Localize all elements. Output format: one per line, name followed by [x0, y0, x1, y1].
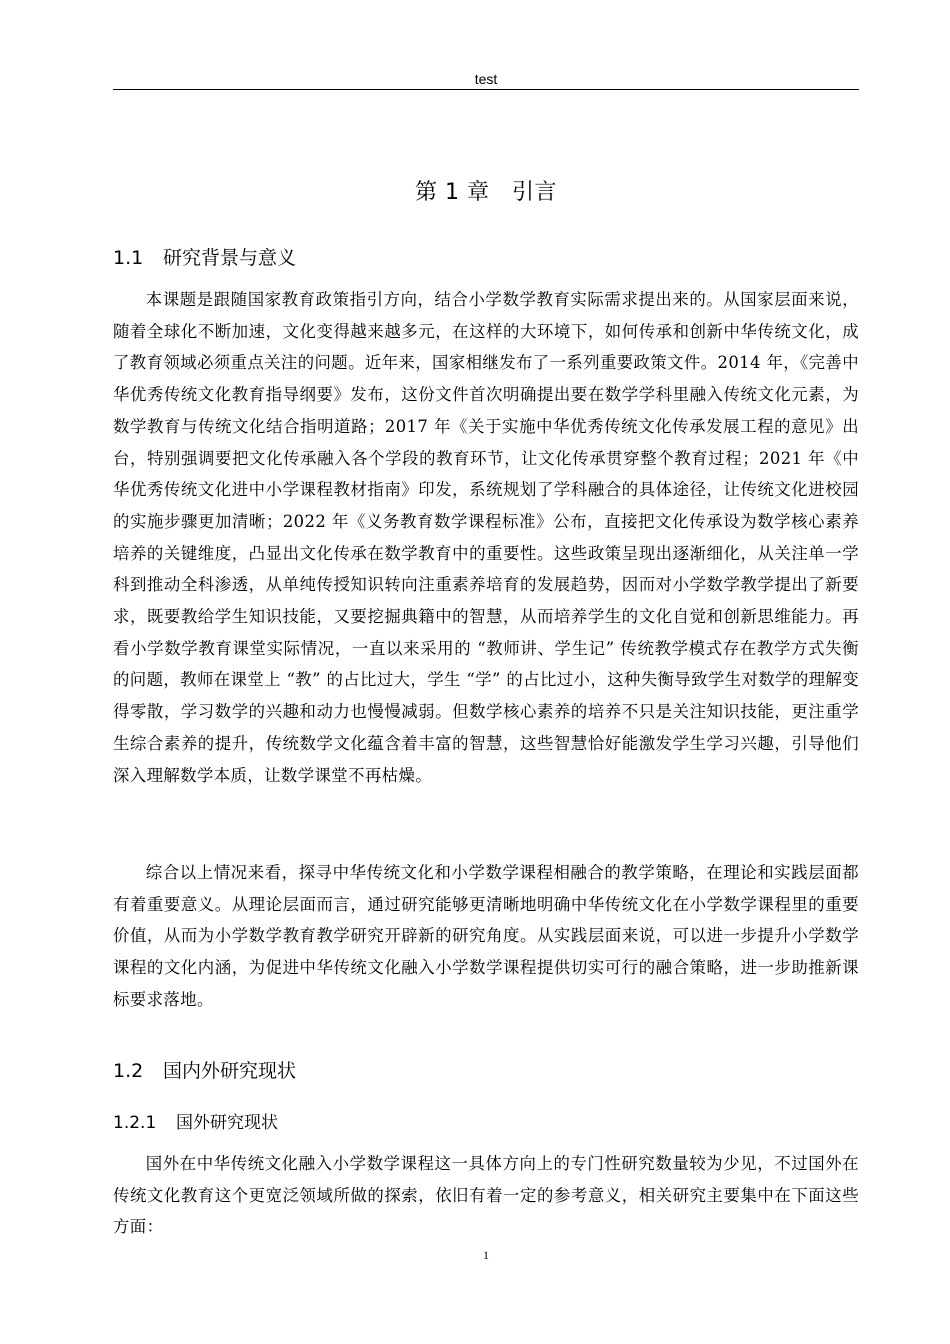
- section-number: 1.1: [113, 247, 144, 269]
- header-rule: [113, 89, 859, 90]
- section-title: 研究背景与意义: [163, 247, 297, 269]
- section-heading-1-2: [113, 1058, 296, 1084]
- body-paragraph-3: 国外在中华传统文化融入小学数学课程这一具体方向上的专门性研究数量较为少见，不过国外在传统文化教育这个更宽泛领域所做的探索，依旧有着一定的参考意义，相关研究主要集中在下面这些方面：: [113, 1154, 859, 1237]
- section-number: 1.2.1: [113, 1113, 157, 1133]
- section-title: 国外研究现状: [176, 1113, 278, 1133]
- body-paragraph-1: 本课题是跟随国家教育政策指引方向，结合小学数学教育实际需求提出来的。从国家层面来说，随着全球化不断加速，文化变得越来越多元，在这样的大环境下，如何传承和创新中华传统文化，成了教育领域必须重点关注的问题。近年来，国家相继发布了一系列重要政策文件。2014 年，《完善中华优秀传统文化教育指导纲要》发布，这份文件首次明确提出要在数学学科里融入传统文化元素，为数学教育与传统文化结合指明道路；2017 年《关于实施中华优秀传统文化传承发展工程的意见》出台，特别强调要把文化传承融入各个学段的教育环节，让文化传承贯穿整个教育过程；2021 年《中华优秀传统文化进中小学课程教材指南》印发，系统规划了学科融合的具体途径，让传统文化进校园的实施步骤更加清晰；2022 年《义务教育数学课程标准》公布，直接把文化传承设为数学核心素养培养的关键维度，凸显出文化传承在数学教育中的重要性。这些政策呈现出逐渐细化，从关注单一学科到推动全科渗透，从单纯传授知识转向注重素养培育的发展趋势，因而对小学数学教学提出了新要求，既要教给学生知识技能，又要挖掘典籍中的智慧，从而培养学生的文化自觉和创新思维能力。再看小学数学教育课堂实际情况，一直以来采用的 “教师讲、学生记” 传统教学模式存在教学方式失衡的问题，教师在课堂上 “教” 的占比过大，学生 “学” 的占比过小，这种失衡导致学生对数学的理解变得零散，学习数学的兴趣和动力也慢慢减弱。但数学核心素养的培养不只是关注知识技能，更注重学生综合素养的提升，传统数学文化蕴含着丰富的智慧，这些智慧恰好能激发学生学习兴趣，引导他们深入理解数学本质，让数学课堂不再枯燥。: [113, 290, 859, 785]
- chapter-title: 第 1 章 引言: [415, 180, 557, 205]
- section-heading-1-1: [113, 245, 296, 271]
- page-number: 1: [483, 1248, 489, 1262]
- section-heading-1-2-1: [113, 1110, 278, 1136]
- section-title: 国内外研究现状: [163, 1060, 297, 1082]
- body-paragraph-2: 综合以上情况来看，探寻中华传统文化和小学数学课程相融合的教学策略，在理论和实践层面都有着重要意义。从理论层面而言，通过研究能够更清晰地明确中华传统文化在小学数学课程里的重要价值，从而为小学数学教育教学研究开辟新的研究角度。从实践层面来说，可以进一步提升小学数学课程的文化内涵，为促进中华传统文化融入小学数学课程提供切实可行的融合策略，进一步助推新课标要求落地。: [113, 863, 859, 1009]
- section-number: 1.2: [113, 1060, 144, 1082]
- page-header: test: [474, 71, 498, 87]
